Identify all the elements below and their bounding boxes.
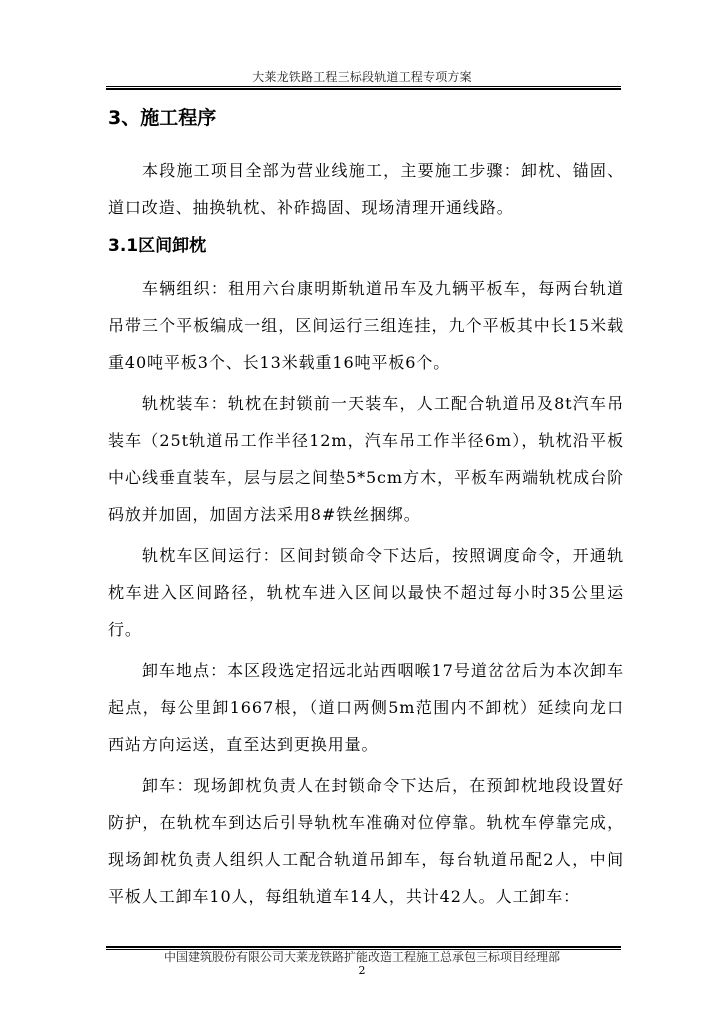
document-body <box>108 104 624 919</box>
paragraph-unloading: 卸车：现场卸枕负责人在封锁命令下达后，在预卸枕地段设置好防护，在轨枕车到达后引导轨枕车准确对位停靠。轨枕车停靠完成，现场卸枕负责人组织人工配合轨道吊卸车，每台轨道吊配2人，中间平板人工卸车10人，每组轨道车14人，共计42人。人工卸车： <box>108 776 624 906</box>
section-heading: 3、施工程序 <box>108 107 217 129</box>
subsection-heading: 3.1区间卸枕 <box>108 236 207 256</box>
header-rule-thick <box>106 88 621 90</box>
section-intro-paragraph: 本段施工项目全部为营业线施工，主要施工步骤：卸枕、锚固、道口改造、抽换轨枕、补砟捣固、现场清理开通线路。 <box>108 161 624 217</box>
running-header: 大莱龙铁路工程三标段轨道工程专项方案 <box>252 70 472 84</box>
footer-rule-thick <box>106 946 621 948</box>
paragraph-vehicle-organization: 车辆组织：租用六台康明斯轨道吊车及九辆平板车，每两台轨道吊带三个平板编成一组，区间运行三组连挂，九个平板其中长15米载重40吨平板3个、长13米载重16吨平板6个。 <box>108 279 624 372</box>
running-footer: 中国建筑股份有限公司大莱龙铁路扩能改造工程施工总承包三标项目经理部 <box>163 950 560 964</box>
page-number: 2 <box>358 964 366 977</box>
header-rule-thin <box>106 86 621 87</box>
paragraph-sleeper-loading: 轨枕装车：轨枕在封锁前一天装车，人工配合轨道吊及8t汽车吊装车（25t轨道吊工作半径12m，汽车吊工作半径6m），轨枕沿平板中心线垂直装车，层与层之间垫5*5cm方木，平板车两端轨枕成台阶码放并加固，加固方法采用8#铁丝捆绑。 <box>108 394 624 524</box>
paragraph-sleeper-car-operation: 轨枕车区间运行：区间封锁命令下达后，按照调度命令，开通轨枕车进入区间路径，轨枕车进入区间以最快不超过每小时35公里运行。 <box>108 546 624 639</box>
paragraph-unloading-location: 卸车地点：本区段选定招远北站西咽喉17号道岔岔后为本次卸车起点，每公里卸1667根，（道口两侧5m范围内不卸枕）延续向龙口西站方向运送，直至达到更换用量。 <box>108 661 624 754</box>
